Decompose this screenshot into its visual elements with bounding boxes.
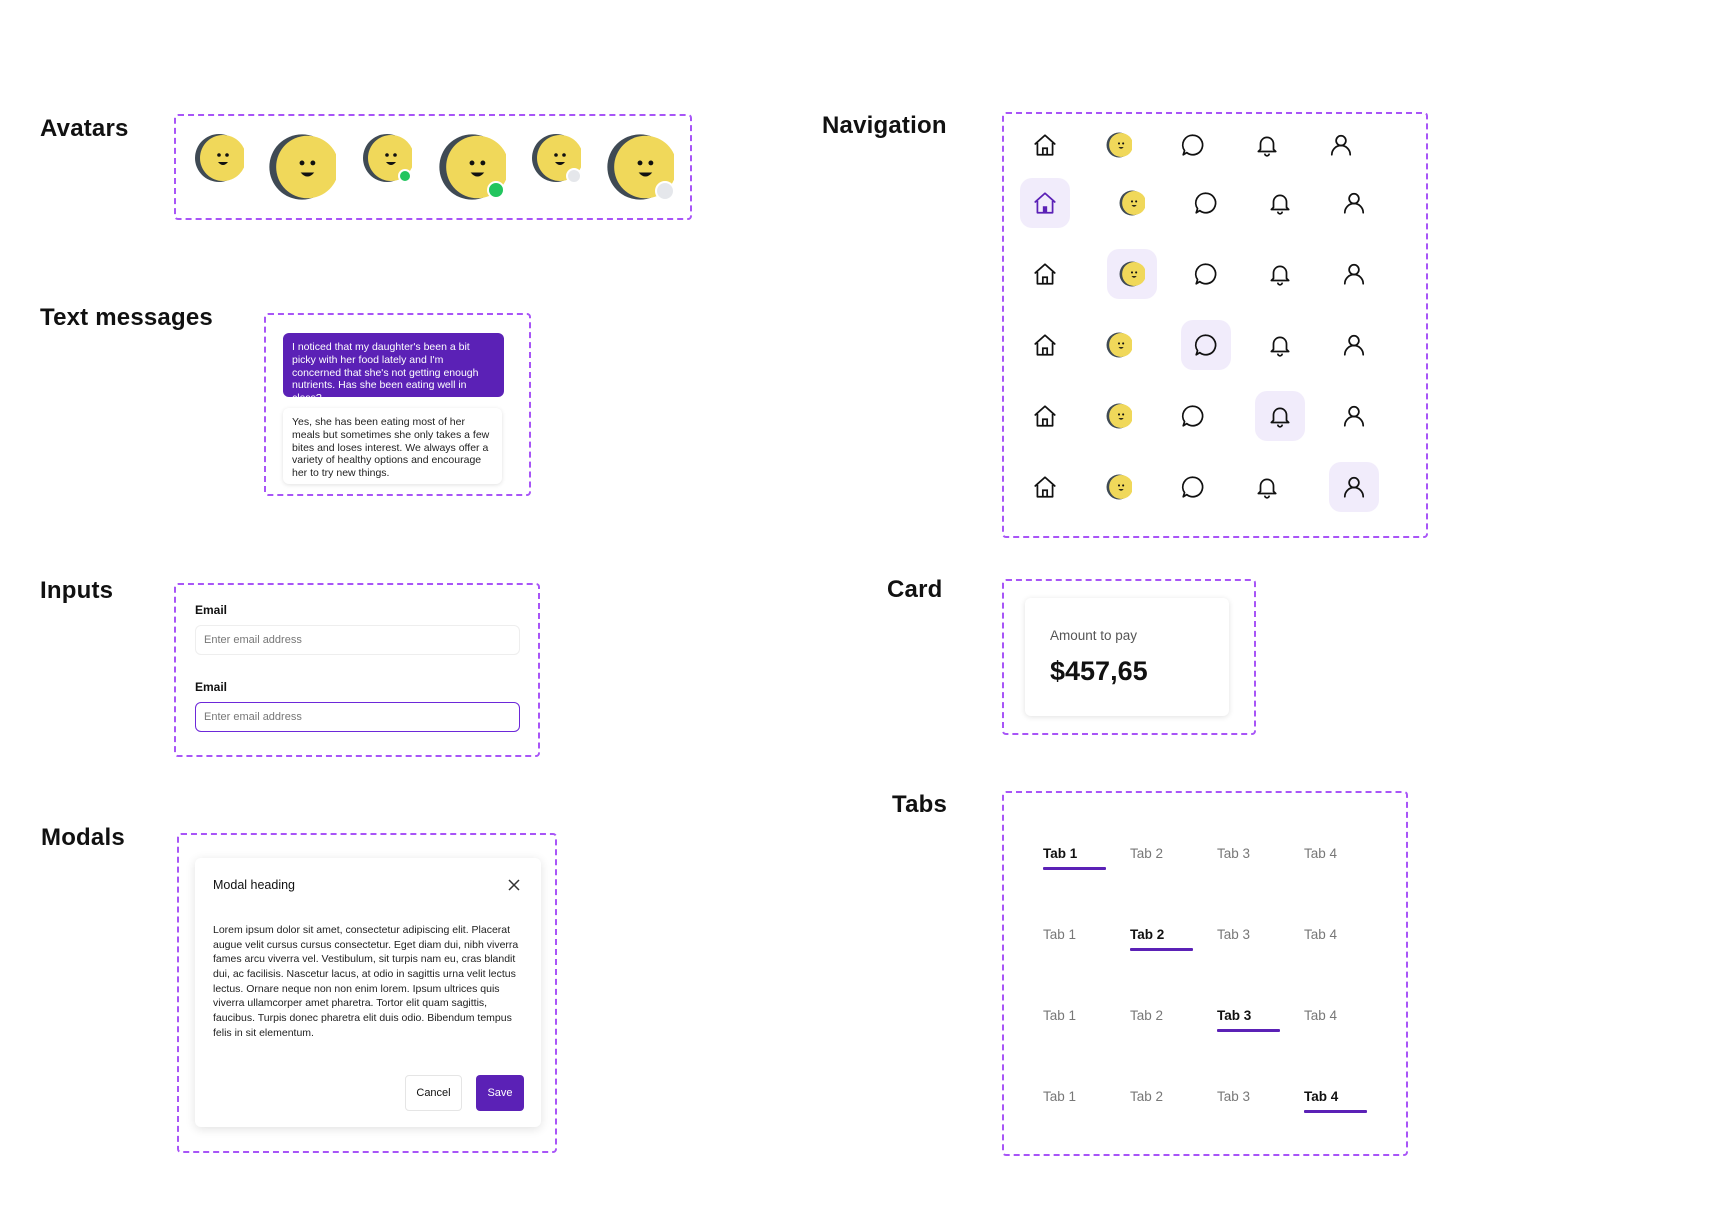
avatar-large-online[interactable] xyxy=(438,133,506,201)
user-icon xyxy=(1341,474,1367,500)
avatar-icon xyxy=(1106,403,1132,429)
chat-icon xyxy=(1193,332,1219,358)
card-amount: $457,65 xyxy=(1050,656,1148,686)
nav-user-button[interactable] xyxy=(1329,462,1379,512)
chat-icon xyxy=(1193,261,1219,287)
tab-3[interactable]: Tab 3 xyxy=(1217,927,1251,942)
section-title-text-messages: Text messages xyxy=(40,304,213,331)
avatar-icon xyxy=(1119,261,1145,287)
email-label: Email xyxy=(195,603,228,617)
tab-2[interactable]: Tab 2 xyxy=(1130,1008,1164,1023)
tab-4[interactable]: Tab 4 xyxy=(1304,1089,1339,1104)
modal-dialog xyxy=(195,858,541,1127)
tab-1[interactable]: Tab 1 xyxy=(1043,846,1078,861)
bell-icon xyxy=(1267,190,1293,216)
nav-home-button[interactable] xyxy=(1020,320,1070,370)
home-icon xyxy=(1032,332,1058,358)
user-icon xyxy=(1341,190,1367,216)
avatar-icon xyxy=(1106,332,1132,358)
tab-1[interactable]: Tab 1 xyxy=(1043,1008,1077,1023)
nav-bell-button[interactable] xyxy=(1255,249,1305,299)
avatar-small-online[interactable] xyxy=(362,133,412,183)
home-icon xyxy=(1032,474,1058,500)
nav-chat-button[interactable] xyxy=(1168,391,1218,441)
nav-avatar-button[interactable] xyxy=(1094,391,1144,441)
chat-icon xyxy=(1180,403,1206,429)
nav-chat-button[interactable] xyxy=(1168,120,1218,170)
tab-3[interactable]: Tab 3 xyxy=(1217,846,1251,861)
modal-body: Lorem ipsum dolor sit amet, consectetur adipiscing elit. Placerat augue velit cursus cursus consectetur. Eget diam dui, nibh viverra fames arcu viverra vel. Vestibulum, sit turpis nam eu, cras blandit dui, ac facilisis. Nascetur lacus, at odio in sagittis urna velit lectus lectus. Ornare neque non non enim lorem. Ipsum ultrices quis viverra ullamcorper amet pharetra. Tortor elit quam sagittis, faucibus. Turpis donec pharetra elit duis odio. Bibendum tempus felis in sit elementum. xyxy=(213,924,519,1039)
nav-bell-button[interactable] xyxy=(1242,462,1292,512)
email-label-focused: Email xyxy=(195,680,228,694)
tab-4[interactable]: Tab 4 xyxy=(1304,927,1338,942)
nav-home-button[interactable] xyxy=(1020,462,1070,512)
tab-4[interactable]: Tab 4 xyxy=(1304,846,1338,861)
nav-bell-button[interactable] xyxy=(1255,178,1305,228)
nav-user-button[interactable] xyxy=(1329,391,1379,441)
email-input-focused[interactable]: Enter email address xyxy=(195,702,520,732)
user-icon xyxy=(1341,261,1367,287)
avatar-icon xyxy=(1106,132,1132,158)
nav-user-button[interactable] xyxy=(1316,120,1366,170)
nav-bell-button[interactable] xyxy=(1242,120,1292,170)
cancel-button[interactable]: Cancel xyxy=(405,1075,462,1111)
user-icon xyxy=(1341,332,1367,358)
tab-active-underline xyxy=(1130,948,1193,951)
card-label: Amount to pay xyxy=(1050,628,1138,643)
home-icon xyxy=(1032,132,1058,158)
section-title-card: Card xyxy=(887,576,943,603)
user-icon xyxy=(1341,403,1367,429)
chat-icon xyxy=(1180,132,1206,158)
section-title-modals: Modals xyxy=(41,824,125,851)
modal-close-button[interactable] xyxy=(505,876,523,894)
section-title-navigation: Navigation xyxy=(822,112,947,139)
tab-1[interactable]: Tab 1 xyxy=(1043,1089,1077,1104)
bell-icon xyxy=(1267,332,1293,358)
tab-1[interactable]: Tab 1 xyxy=(1043,927,1077,942)
avatar-face-icon xyxy=(194,133,244,183)
bell-icon xyxy=(1267,403,1293,429)
nav-chat-button[interactable] xyxy=(1181,320,1231,370)
tab-2[interactable]: Tab 2 xyxy=(1130,1089,1164,1104)
message-sent[interactable]: I noticed that my daughter's been a bit picky with her food lately and I'm concerned that she's not getting enough nutrients. Has she been eating well in class? xyxy=(283,333,504,397)
tab-active-underline xyxy=(1304,1110,1367,1113)
tab-3[interactable]: Tab 3 xyxy=(1217,1089,1251,1104)
home-icon xyxy=(1032,190,1058,216)
nav-user-button[interactable] xyxy=(1329,249,1379,299)
avatar-small[interactable] xyxy=(194,133,244,183)
amount-card xyxy=(1025,598,1229,716)
nav-home-button[interactable] xyxy=(1020,249,1070,299)
avatar-small-offline[interactable] xyxy=(531,133,581,183)
avatar-large-offline[interactable] xyxy=(606,133,674,201)
avatar-large[interactable] xyxy=(268,133,336,201)
nav-avatar-button[interactable] xyxy=(1107,178,1157,228)
tab-3[interactable]: Tab 3 xyxy=(1217,1008,1252,1023)
nav-home-button[interactable] xyxy=(1020,178,1070,228)
tab-4[interactable]: Tab 4 xyxy=(1304,1008,1338,1023)
nav-avatar-button[interactable] xyxy=(1094,320,1144,370)
tab-2[interactable]: Tab 2 xyxy=(1130,846,1164,861)
tab-active-underline xyxy=(1043,867,1106,870)
avatar-icon xyxy=(1106,474,1132,500)
nav-bell-button[interactable] xyxy=(1255,320,1305,370)
home-icon xyxy=(1032,403,1058,429)
status-offline-dot xyxy=(655,181,675,201)
avatar-face-icon xyxy=(268,133,336,201)
nav-avatar-button[interactable] xyxy=(1107,249,1157,299)
nav-chat-button[interactable] xyxy=(1181,178,1231,228)
status-offline-dot xyxy=(566,168,582,184)
section-title-tabs: Tabs xyxy=(892,791,948,818)
chat-icon xyxy=(1193,190,1219,216)
bell-icon xyxy=(1267,261,1293,287)
status-online-dot xyxy=(487,181,505,199)
avatar-icon xyxy=(1119,190,1145,216)
close-icon xyxy=(508,879,520,891)
nav-avatar-button[interactable] xyxy=(1094,462,1144,512)
bell-icon xyxy=(1254,132,1280,158)
home-icon xyxy=(1032,261,1058,287)
status-online-dot xyxy=(398,169,412,183)
modal-heading: Modal heading xyxy=(213,878,296,892)
nav-chat-button[interactable] xyxy=(1168,462,1218,512)
section-title-inputs: Inputs xyxy=(40,577,114,604)
nav-chat-button[interactable] xyxy=(1181,249,1231,299)
nav-avatar-button[interactable] xyxy=(1094,120,1144,170)
section-title-avatars: Avatars xyxy=(40,115,129,142)
nav-bell-button[interactable] xyxy=(1255,391,1305,441)
bell-icon xyxy=(1254,474,1280,500)
nav-user-button[interactable] xyxy=(1329,178,1379,228)
nav-home-button[interactable] xyxy=(1020,120,1070,170)
chat-icon xyxy=(1180,474,1206,500)
save-button[interactable]: Save xyxy=(476,1075,524,1111)
user-icon xyxy=(1328,132,1354,158)
email-input-default[interactable]: Enter email address xyxy=(195,625,520,655)
message-received[interactable]: Yes, she has been eating most of her meals but sometimes she only takes a few bites and loses interest. We always offer a variety of healthy options and encourage her to try new things. xyxy=(283,408,502,484)
nav-user-button[interactable] xyxy=(1329,320,1379,370)
nav-home-button[interactable] xyxy=(1020,391,1070,441)
tab-active-underline xyxy=(1217,1029,1280,1032)
tab-2[interactable]: Tab 2 xyxy=(1130,927,1165,942)
